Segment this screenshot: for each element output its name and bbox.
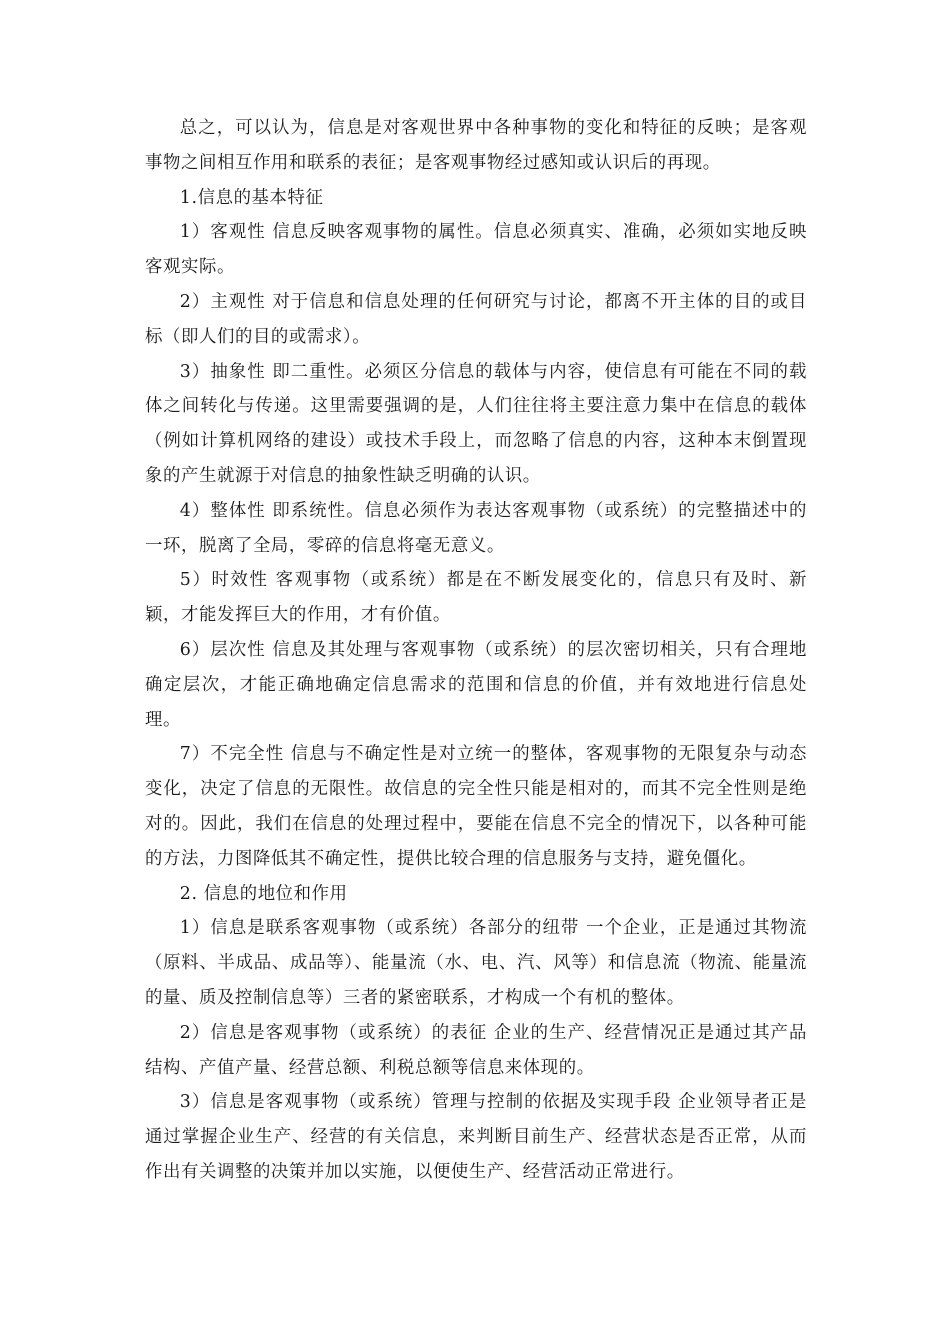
section-1-item-6: 6）层次性 信息及其处理与客观事物（或系统）的层次密切相关，只有合理地确定层次，才能正确地确定信息需求的范围和信息的价值，并有效地进行信息处理。 [145, 639, 807, 730]
section-1-item-5: 5）时效性 客观事物（或系统）都是在不断发展变化的，信息只有及时、新颖，才能发挥巨大的作用，才有价值。 [145, 570, 807, 626]
section-2-item-1: 1）信息是联系客观事物（或系统）各部分的纽带 一个企业，正是通过其物流（原料、半成品、成品等）、能量流（水、电、汽、风等）和信息流（物流、能量流的量、质及控制信息等）三者的紧密联系，才构成一个有机的整体。 [145, 918, 807, 1008]
section-1-item-3: 3）抽象性 即二重性。必须区分信息的载体与内容，使信息有可能在不同的载体之间转化与传递。这里需要强调的是，人们往往将主要注意力集中在信息的载体（例如计算机网络的建设）或技术手段上，而忽略了信息的内容，这种本末倒置现象的产生就源于对信息的抽象性缺乏明确的认识。 [145, 361, 807, 486]
section-1-item-4: 4）整体性 即系统性。信息必须作为表达客观事物（或系统）的完整描述中的一环，脱离了全局，零碎的信息将毫无意义。 [145, 500, 807, 556]
section-2-item-2: 2）信息是客观事物（或系统）的表征 企业的生产、经营情况正是通过其产品结构、产值产量、经营总额、利税总额等信息来体现的。 [145, 1022, 807, 1078]
section-1-item-2: 2）主观性 对于信息和信息处理的任何研究与讨论，都离不开主体的目的或目标（即人们的目的或需求）。 [145, 291, 807, 347]
section-1-item-1: 1）客观性 信息反映客观事物的属性。信息必须真实、准确，必须如实地反映客观实际。 [145, 222, 807, 278]
section-1-heading: 1.信息的基本特征 [179, 187, 324, 208]
section-1-item-7: 7）不完全性 信息与不确定性是对立统一的整体，客观事物的无限复杂与动态变化，决定了信息的无限性。故信息的完全性只能是相对的，而其不完全性则是绝对的。因此，我们在信息的处理过程中，要能在信息不完全的情况下，以各种可能的方法，力图降低其不确定性，提供比较合理的信息服务与支持，避免僵化。 [145, 744, 807, 869]
intro-paragraph: 总之，可以认为，信息是对客观世界中各种事物的变化和特征的反映；是客观事物之间相互作用和联系的表征；是客观事物经过感知或认识后的再现。 [145, 118, 807, 173]
document-page [145, 111, 807, 1190]
section-2-heading: 2. 信息的地位和作用 [179, 883, 348, 904]
section-2-item-3: 3）信息是客观事物（或系统）管理与控制的依据及实现手段 企业领导者正是通过掌握企业生产、经营的有关信息，来判断目前生产、经营状态是否正常，从而作出有关调整的决策并加以实施，以便使生产、经营活动正常进行。 [145, 1092, 807, 1182]
